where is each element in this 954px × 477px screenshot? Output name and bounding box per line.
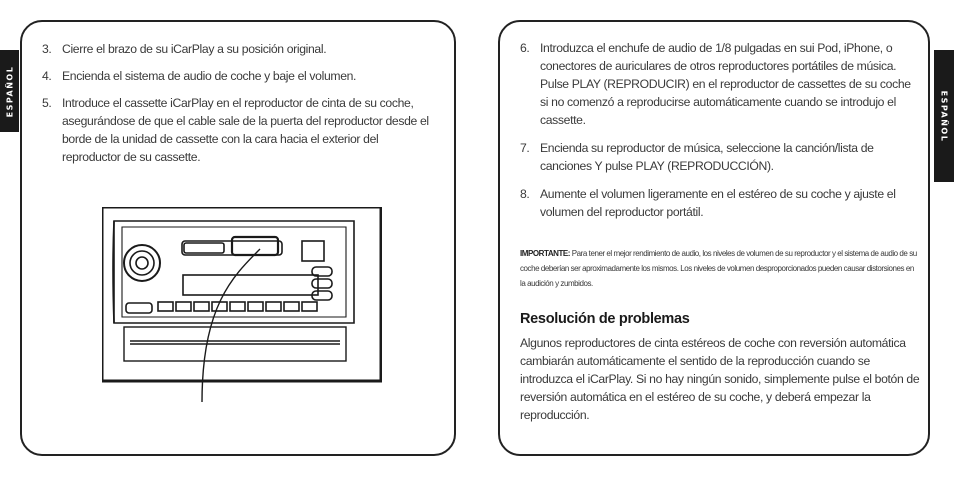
steps-list-left	[42, 40, 437, 175]
language-tab-label: ESPAÑOL	[5, 65, 15, 117]
step-number: 5.	[42, 96, 52, 110]
language-tab-label: ESPAÑOL	[939, 90, 949, 142]
step-item	[42, 40, 437, 58]
step-text: Encienda el sistema de audio de coche y baje el volumen.	[62, 69, 357, 83]
troubleshooting-paragraph: Algunos reproductores de cinta estéreos de coche con reversión automática cambiarán automáticamente el sentido de la reproducción cuando se introduzca el iCarPlay. Si no hay ningún sonido, simplemente pulse el botón de reversión automática en el estéreo de su coche, y deberá empezar la reproducción.	[520, 336, 920, 422]
step-number: 8.	[520, 187, 530, 201]
step-number: 7.	[520, 141, 530, 155]
important-label: IMPORTANTE:	[520, 249, 571, 258]
step-text: Introduce el cassette iCarPlay en el reproductor de cinta de su coche, asegurándose de que el cable sale de la puerta del reproductor desde el borde de la unidad de cassette con la cara hacia el exterior del reproductor de su cassette.	[62, 96, 429, 164]
car-stereo-illustration	[102, 207, 382, 402]
right-page-panel	[498, 20, 930, 456]
step-item	[42, 94, 437, 166]
language-tab-right	[934, 50, 954, 182]
step-number: 6.	[520, 41, 530, 55]
step-text: Introduzca el enchufe de audio de 1/8 pulgadas en sui Pod, iPhone, o conectores de auriculares de otros reproductores portátiles de música. Pulse PLAY (REPRODUCIR) en el reproductor de cassettes de su coche si no comenzó a reproducirse automáticamente cuando se introdujo el cassette.	[540, 41, 911, 127]
step-number: 3.	[42, 42, 52, 56]
step-item	[520, 39, 920, 129]
important-text: Para tener el mejor rendimiento de audio, los niveles de volumen de su reproductor y el sistema de audio de su coche deberían ser aproximadamente los mismos. Los niveles de volumen desproporcionados pueden causar distorsiones en la audición y zumbidos.	[520, 249, 917, 288]
step-text: Aumente el volumen ligeramente en el estéreo de su coche y ajuste el volumen del reproductor portátil.	[540, 187, 896, 219]
language-tab-left	[0, 50, 19, 132]
step-item	[520, 185, 920, 221]
troubleshooting-heading: Resolución de problemas	[520, 311, 690, 327]
step-number: 4.	[42, 69, 52, 83]
step-item	[520, 139, 920, 175]
left-page-panel	[20, 20, 456, 456]
important-note	[520, 246, 920, 291]
step-item	[42, 67, 437, 85]
steps-list-right	[520, 39, 920, 231]
step-text: Cierre el brazo de su iCarPlay a su posición original.	[62, 42, 327, 56]
step-text: Encienda su reproductor de música, seleccione la canción/lista de canciones Y pulse PLAY (REPRODUCCIÓN).	[540, 141, 874, 173]
